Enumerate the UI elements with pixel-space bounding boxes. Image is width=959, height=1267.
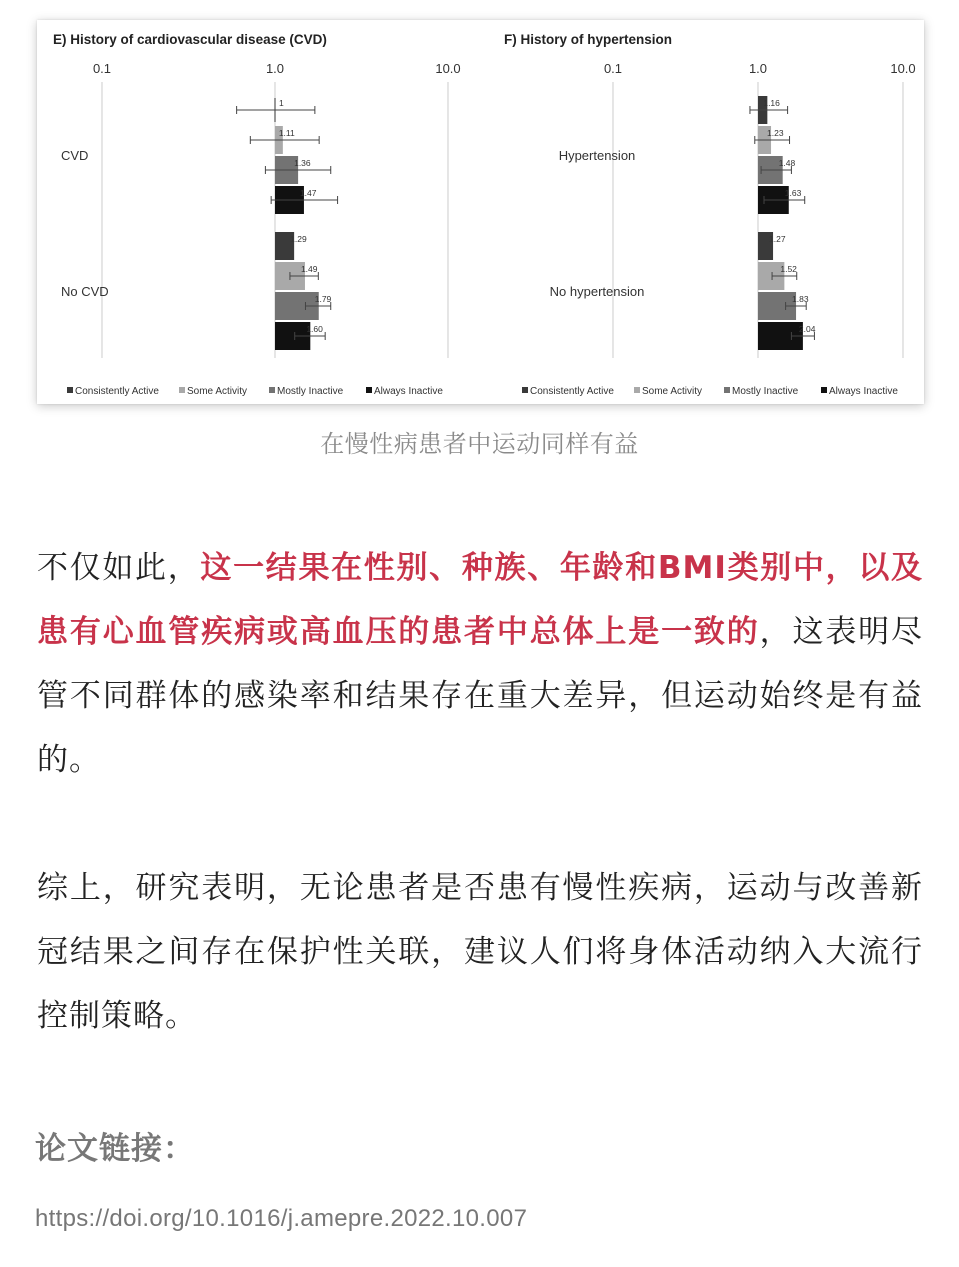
panel-1-value-label: 1.23	[767, 128, 784, 138]
panel-0-value-label: 1.49	[300, 264, 318, 274]
panel-0-group-label: CVD	[61, 148, 89, 163]
panel-1-value-label: 1.52	[780, 264, 797, 274]
paragraph-summary: 综上，研究表明，无论患者是否患有慢性疾病，运动与改善新冠结果之间存在保护性关联，建议人们将身体活动纳入大流行控制策略。	[37, 870, 923, 1034]
panel-0-value-label: 1	[279, 98, 284, 108]
paper-link-label: 论文链接：	[35, 1131, 195, 1167]
panel-1-legend-label: Consistently Active	[530, 386, 614, 397]
panel-1-tick-label: 0.1	[603, 61, 623, 76]
figure-caption: 在慢性病患者中运动同样有益	[320, 430, 639, 458]
p1-highlighted-text: 这一结果在性别、种族、年龄和BMI类别中，以及患有心血管疾病或高血压的患者中总体上是一致的	[37, 550, 924, 650]
panel-1-legend-label: Mostly Inactive	[732, 386, 799, 397]
panel-0-legend-label: Consistently Active	[75, 386, 159, 397]
panel-0-group-label: No CVD	[61, 284, 109, 299]
panel-0-value-label: 1.79	[314, 294, 332, 304]
panel-1-legend-label: Always Inactive	[829, 386, 898, 397]
panel-0-legend-label: Some Activity	[187, 386, 248, 397]
forest-chart-figure	[37, 20, 924, 404]
panel-1-tick-label: 10.0	[890, 61, 916, 76]
panel-0-tick-label: 0.1	[92, 61, 112, 76]
panel-0-legend-label: Mostly Inactive	[277, 386, 344, 397]
panel-1-value-label: 1.16	[763, 98, 780, 108]
panel-0-tick-label: 10.0	[435, 61, 461, 76]
p1-conclusion-text: ，这表明尽管不同群体的感染率和结果存在重大差异，但运动始终是有益的。	[37, 614, 924, 778]
panel-1-value-label: 1.83	[792, 294, 809, 304]
panel-1-group-label: Hypertension	[558, 148, 636, 163]
panel-0-title: E) History of cardiovascular disease (CVD)	[53, 32, 327, 47]
panel-0-value-label: 1.47	[299, 188, 317, 198]
panel-1-value-label: 2.04	[798, 324, 816, 334]
panel-0-value-label: 1.60	[306, 324, 323, 334]
panel-1-legend-swatch	[821, 387, 827, 393]
panel-1-legend-swatch	[522, 387, 528, 393]
panel-0-legend-swatch	[269, 387, 275, 393]
panel-1-title: F) History of hypertension	[504, 32, 673, 47]
panel-1-value-label: 1.27	[769, 234, 786, 244]
panel-0-value-label: 1.29	[290, 234, 307, 244]
p1-intro-text: 不仅如此，	[37, 550, 201, 586]
panel-1-value-label: 1.48	[778, 158, 796, 168]
panel-1-legend-swatch	[634, 387, 640, 393]
figure-card	[37, 20, 924, 404]
panel-0-value-label: 1.36	[294, 158, 311, 168]
panel-0-legend-swatch	[366, 387, 372, 393]
panel-0-legend-swatch	[67, 387, 73, 393]
paragraph-consistency	[37, 536, 923, 792]
panel-0-legend-swatch	[179, 387, 185, 393]
panel-1-group-label: No hypertension	[549, 284, 645, 299]
panel-0-legend-label: Always Inactive	[374, 386, 443, 397]
panel-0-tick-label: 1.0	[265, 61, 285, 76]
panel-0-value-label: 1.11	[278, 128, 295, 138]
panel-1-legend-label: Some Activity	[642, 386, 703, 397]
panel-1-tick-label: 1.0	[748, 61, 768, 76]
panel-1-legend-swatch	[724, 387, 730, 393]
panel-1-value-label: 1.63	[784, 188, 802, 198]
paper-link-url[interactable]: https://doi.org/10.1016/j.amepre.2022.10.007	[35, 1205, 528, 1232]
